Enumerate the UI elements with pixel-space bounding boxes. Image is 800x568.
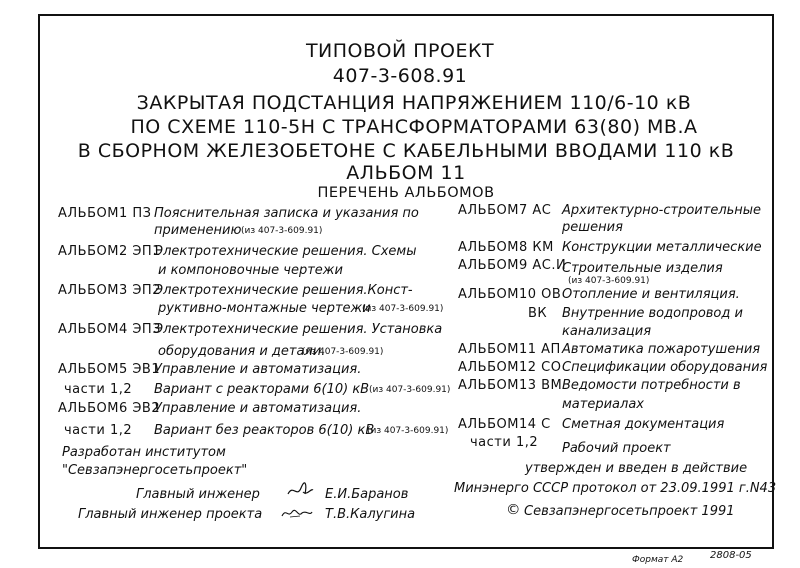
chief-project-engineer-label: Главный инженер проекта	[78, 507, 263, 522]
album-6-variant: Вариант без реакторов 6(10) кВ	[154, 423, 375, 438]
project-title-line-1: ЗАКРЫТАЯ ПОДСТАНЦИЯ НАПРЯЖЕНИЕМ 110/6-10 кВ	[136, 92, 692, 114]
album-10-code: АЛЬБОМ10 ОВ	[458, 287, 562, 302]
album-list-title: ПЕРЕЧЕНЬ АЛЬБОМОВ	[317, 185, 495, 201]
project-type-title: ТИПОВОЙ ПРОЕКТ	[305, 40, 495, 62]
album-14-title: Сметная документация	[562, 417, 725, 432]
album-9-code: АЛЬБОМ9 АС.И	[458, 258, 567, 273]
sheet-format: Формат А2	[632, 555, 684, 565]
album-11-title: Автоматика пожаротушения	[562, 342, 761, 357]
album-6-code: АЛЬБОМ6 ЭВ2	[58, 401, 161, 416]
album-7-title: Архитектурно-строительные	[562, 203, 762, 218]
chief-engineer-name: Е.И.Баранов	[325, 487, 409, 502]
album-10-title-2-cont: канализация	[562, 324, 652, 339]
chief-engineer-label: Главный инженер	[136, 487, 260, 502]
album-13-code: АЛЬБОМ13 ВМ	[458, 378, 563, 393]
album-1-title: Пояснительная записка и указания по	[154, 206, 419, 221]
album-13-title: Ведомости потребности в	[562, 378, 741, 393]
album-8-code: АЛЬБОМ8 КМ	[458, 240, 554, 255]
album-10-title-2: Внутренние водопровод и	[562, 306, 743, 321]
album-5-title: Управление и автоматизация.	[154, 362, 362, 377]
developer-organization: "Севзапэнергосетьпроект"	[62, 463, 248, 478]
album-13-title-cont: материалах	[562, 397, 644, 412]
album-7-title-cont: решения	[562, 220, 623, 235]
album-2-title: Электротехнические решения. Схемы	[154, 244, 417, 259]
project-title-line-2: ПО СХЕМЕ 110-5Н С ТРАНСФОРМАТОРАМИ 63(80) МВ.А	[130, 116, 698, 138]
album-3-code: АЛЬБОМ3 ЭП2	[58, 283, 161, 298]
approval-heading: Рабочий проект	[562, 441, 671, 456]
sheet-number: 2808-05	[710, 550, 752, 561]
album-6-parts: части 1,2	[64, 423, 133, 438]
album-5-note: (из 407-3-609.91)	[369, 385, 451, 395]
project-number: 407-3-608.91	[332, 65, 468, 87]
album-5-parts: части 1,2	[64, 382, 133, 397]
album-1-title-cont: применению	[154, 223, 242, 238]
album-5-variant: Вариант с реакторами 6(10) кВ	[154, 382, 370, 397]
album-1-code: АЛЬБОМ1 ПЗ	[58, 206, 152, 221]
album-2-code: АЛЬБОМ2 ЭП1	[58, 244, 161, 259]
chief-engineer-signature	[285, 480, 315, 502]
album-2-title-cont: и компоновочные чертежи	[158, 263, 343, 278]
album-3-title-cont: руктивно-монтажные чертежи	[158, 301, 371, 316]
album-12-code: АЛЬБОМ12 СО	[458, 360, 562, 375]
album-3-note: (из 407-3-609.91)	[362, 304, 444, 314]
album-3-title: Электротехнические решения.Конст-	[154, 283, 413, 298]
album-9-title: Строительные изделия	[562, 261, 723, 276]
album-8-title: Конструкции металлические	[562, 240, 762, 255]
album-10-code-2: ВК	[528, 306, 548, 321]
project-title-line-3: В СБОРНОМ ЖЕЛЕЗОБЕТОНЕ С КАБЕЛЬНЫМИ ВВОДАМИ 110 кВ	[77, 140, 735, 162]
album-number: АЛЬБОМ 11	[346, 162, 466, 184]
album-4-title-cont: оборудования и детали.	[158, 344, 326, 359]
album-14-parts: части 1,2	[470, 435, 539, 450]
approval-protocol: Минэнерго СССР протокол от 23.09.1991 г.N43	[454, 481, 777, 496]
album-7-code: АЛЬБОМ7 АС	[458, 203, 552, 218]
album-4-note: (из 407-3-609.91)	[302, 347, 384, 357]
copyright-notice: Севзапэнергосетьпроект 1991	[524, 504, 735, 519]
album-6-note: (из 407-3-609.91)	[367, 426, 449, 436]
album-9-note: (из 407-3-609.91)	[568, 276, 650, 286]
album-11-code: АЛЬБОМ11 АП	[458, 342, 561, 357]
chief-project-engineer-name: Т.В.Калугина	[325, 507, 416, 522]
album-4-title: Электротехнические решения. Установка	[154, 322, 443, 337]
album-4-code: АЛЬБОМ4 ЭП3	[58, 322, 161, 337]
album-12-title: Спецификации оборудования	[562, 360, 768, 375]
developer-label: Разработан институтом	[62, 445, 226, 460]
copyright-icon: ©	[506, 502, 521, 518]
album-10-title: Отопление и вентиляция.	[562, 287, 740, 302]
approval-statement: утвержден и введен в действие	[525, 461, 748, 476]
album-1-note: (из 407-3-609.91)	[241, 226, 323, 236]
album-6-title: Управление и автоматизация.	[154, 401, 362, 416]
chief-project-engineer-signature	[280, 504, 314, 522]
album-14-code: АЛЬБОМ14 С	[458, 417, 551, 432]
album-5-code: АЛЬБОМ5 ЭВ1	[58, 362, 161, 377]
